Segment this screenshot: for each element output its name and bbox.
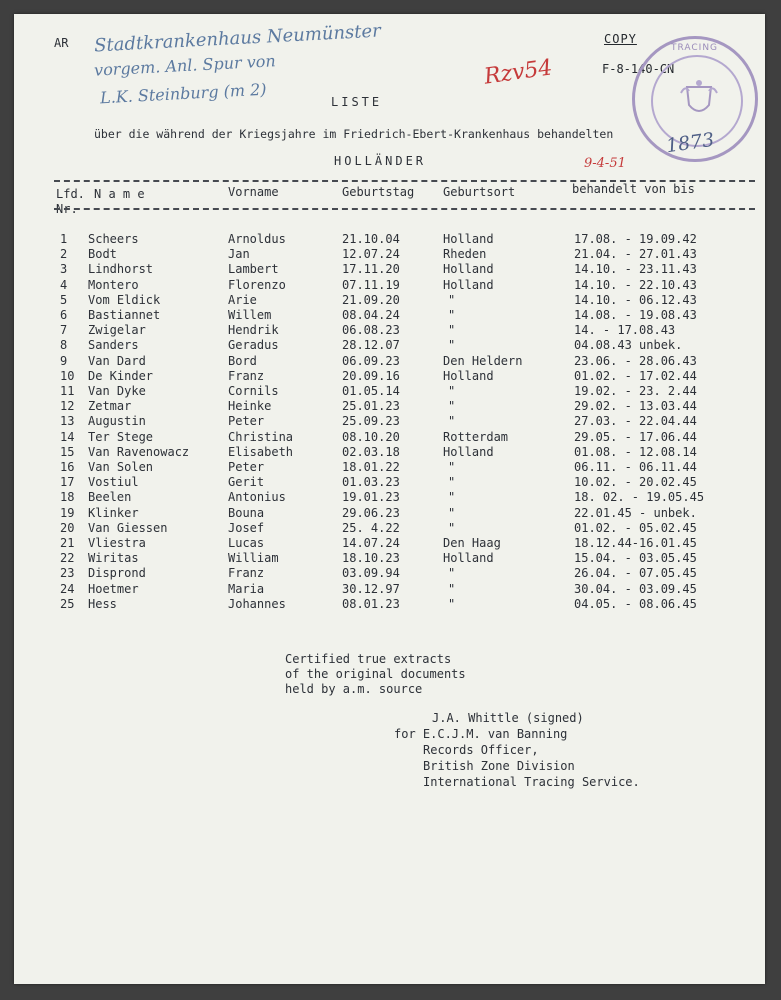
row-behandelt: 29.05. - 17.06.44 — [574, 429, 697, 444]
row-number: 8 — [60, 338, 68, 353]
row-geburtstag: 20.09.16 — [342, 368, 400, 383]
certification-line1: Certified true extracts — [285, 652, 452, 666]
row-vorname: Lucas — [228, 536, 265, 550]
row-behandelt: 14.10. - 22.10.43 — [574, 277, 697, 292]
row-behandelt: 26.04. - 07.05.45 — [574, 566, 697, 581]
row-name: Van Dyke — [88, 384, 146, 398]
copy-label: COPY — [604, 32, 637, 46]
row-geburtsort: Rotterdam — [443, 429, 509, 444]
table-row — [14, 323, 765, 338]
row-geburtsort: " — [448, 323, 456, 338]
row-vorname: Maria — [228, 581, 265, 596]
row-name: Van Solen — [88, 460, 154, 474]
row-vorname: Willem — [228, 308, 272, 322]
row-name: Bodt — [88, 247, 117, 262]
row-behandelt: 14.08. - 19.08.43 — [574, 308, 697, 322]
row-number: 15 — [60, 444, 75, 459]
row-vorname: Peter — [228, 460, 265, 474]
row-number: 11 — [60, 384, 75, 398]
certification-line2: of the original documents — [285, 667, 466, 681]
row-name: Zwigelar — [88, 323, 146, 338]
row-geburtstag: 01.05.14 — [342, 384, 400, 398]
row-geburtstag: 06.09.23 — [342, 353, 400, 368]
row-behandelt: 30.04. - 03.09.45 — [574, 581, 697, 596]
row-vorname: Peter — [228, 414, 265, 429]
row-geburtsort: " — [448, 384, 456, 398]
table-row — [14, 293, 765, 308]
row-behandelt: 17.08. - 19.09.42 — [574, 232, 697, 246]
table-row — [14, 460, 765, 475]
row-geburtsort: Den Haag — [443, 536, 501, 550]
row-behandelt: 18.12.44-16.01.45 — [574, 536, 697, 550]
col-header-nr: Lfd. — [56, 187, 85, 201]
stamp-text: TRACING — [671, 43, 719, 53]
row-vorname: Arnoldus — [228, 232, 286, 246]
row-geburtsort: " — [448, 338, 456, 353]
row-name: Hoetmer — [88, 581, 139, 596]
table-row — [14, 536, 765, 551]
row-behandelt: 14.10. - 06.12.43 — [574, 292, 697, 307]
row-number: 7 — [60, 323, 68, 338]
row-name: Van Giessen — [88, 520, 168, 535]
certification-line3: held by a.m. source — [285, 682, 423, 696]
row-number: 17 — [60, 475, 75, 490]
row-number: 9 — [60, 353, 68, 368]
table-row — [14, 278, 765, 293]
coat-of-arms-icon — [679, 79, 719, 123]
row-vorname: Hendrik — [228, 323, 279, 338]
row-behandelt: 18. 02. - 19.05.45 — [574, 490, 705, 505]
row-number: 12 — [60, 399, 75, 414]
signature-line1: J.A. Whittle (signed) — [432, 711, 584, 725]
row-behandelt: 22.01.45 - unbek. — [574, 505, 697, 520]
row-geburtstag: 25. 4.22 — [342, 520, 400, 535]
table-row — [14, 232, 765, 247]
row-name: Ter Stege — [88, 429, 154, 444]
row-geburtsort: " — [448, 292, 456, 307]
row-geburtstag: 06.08.23 — [342, 323, 400, 338]
row-geburtsort: " — [448, 308, 456, 322]
table-row — [14, 597, 765, 612]
row-geburtstag: 25.01.23 — [342, 399, 400, 414]
table-row — [14, 566, 765, 581]
row-geburtstag: 08.04.24 — [342, 308, 400, 322]
row-vorname: Josef — [228, 520, 265, 535]
row-geburtsort: " — [448, 581, 456, 596]
row-name: Montero — [88, 277, 139, 292]
row-number: 21 — [60, 536, 75, 550]
row-geburtstag: 08.01.23 — [342, 596, 400, 611]
row-name: Wiritas — [88, 551, 139, 566]
table-row — [14, 414, 765, 429]
row-behandelt: 21.04. - 27.01.43 — [574, 247, 697, 262]
row-behandelt: 29.02. - 13.03.44 — [574, 399, 697, 414]
row-behandelt: 27.03. - 22.04.44 — [574, 414, 697, 429]
row-name: Augustin — [88, 414, 146, 429]
row-number: 19 — [60, 505, 75, 520]
row-behandelt: 01.02. - 17.02.44 — [574, 368, 697, 383]
col-header-geburtstag: Geburtstag — [342, 185, 415, 199]
table-row — [14, 262, 765, 277]
row-geburtsort: " — [448, 520, 456, 535]
table-row — [14, 399, 765, 414]
row-number: 10 — [60, 368, 75, 383]
row-geburtstag: 25.09.23 — [342, 414, 400, 429]
row-vorname: Christina — [228, 429, 294, 444]
handwritten-note-line1: Stadtkrankenhaus Neumünster — [93, 20, 382, 57]
row-vorname: Cornils — [228, 384, 279, 398]
row-vorname: Franz — [228, 368, 265, 383]
red-handwritten-date: 9-4-51 — [584, 156, 626, 171]
document-subtitle: über die während der Kriegsjahre im Friedrich-Ebert-Krankenhaus behandelten — [94, 127, 614, 141]
row-name: Scheers — [88, 232, 139, 246]
row-vorname: Geradus — [228, 338, 279, 353]
row-geburtsort: " — [448, 460, 456, 474]
row-geburtsort: Holland — [443, 368, 494, 383]
row-geburtsort: " — [448, 566, 456, 581]
row-number: 4 — [60, 277, 68, 292]
row-vorname: William — [228, 551, 279, 566]
table-row — [14, 521, 765, 536]
handwritten-note-line2: vorgem. Anl. Spur von — [93, 51, 277, 80]
row-number: 1 — [60, 232, 68, 246]
row-vorname: Arie — [228, 292, 257, 307]
row-geburtsort: " — [448, 399, 456, 414]
row-geburtstag: 30.12.97 — [342, 581, 400, 596]
row-number: 3 — [60, 262, 68, 277]
row-geburtsort: Holland — [443, 232, 494, 246]
row-behandelt: 01.02. - 05.02.45 — [574, 520, 697, 535]
signature-line2: for E.C.J.M. van Banning — [394, 727, 568, 741]
document-title: LISTE — [331, 95, 383, 109]
row-geburtsort: Holland — [443, 551, 494, 566]
row-vorname: Bouna — [228, 505, 265, 520]
table-row — [14, 247, 765, 262]
row-name: De Kinder — [88, 368, 154, 383]
row-geburtstag: 01.03.23 — [342, 475, 400, 490]
col-header-nr2: Nr. — [56, 202, 78, 216]
row-name: Lindhorst — [88, 262, 154, 277]
row-vorname: Heinke — [228, 399, 272, 414]
row-behandelt: 15.04. - 03.05.45 — [574, 551, 697, 566]
table-row — [14, 384, 765, 399]
row-geburtsort: Holland — [443, 277, 494, 292]
row-geburtstag: 28.12.07 — [342, 338, 400, 353]
table-row — [14, 445, 765, 460]
table-row — [14, 551, 765, 566]
table-row — [14, 490, 765, 505]
table-row — [14, 475, 765, 490]
table-row — [14, 582, 765, 597]
row-geburtsort: " — [448, 596, 456, 611]
row-name: Hess — [88, 596, 117, 611]
row-geburtstag: 08.10.20 — [342, 429, 400, 444]
row-geburtstag: 07.11.19 — [342, 277, 400, 292]
col-header-behandelt: behandelt von bis — [572, 182, 695, 196]
row-behandelt: 19.02. - 23. 2.44 — [574, 384, 697, 398]
row-name: Vostiul — [88, 475, 139, 490]
row-geburtsort: " — [448, 490, 456, 505]
col-header-vorname: Vorname — [228, 185, 279, 199]
row-behandelt: 04.08.43 unbek. — [574, 338, 683, 353]
table-row — [14, 354, 765, 369]
row-behandelt: 14. - 17.08.43 — [574, 323, 676, 338]
row-vorname: Jan — [228, 247, 250, 262]
row-number: 6 — [60, 308, 68, 322]
row-geburtstag: 19.01.23 — [342, 490, 400, 505]
row-name: Van Dard — [88, 353, 146, 368]
row-number: 22 — [60, 551, 75, 566]
col-header-geburtsort: Geburtsort — [443, 185, 516, 199]
row-number: 16 — [60, 460, 75, 474]
row-number: 23 — [60, 566, 75, 581]
row-behandelt: 10.02. - 20.02.45 — [574, 475, 697, 490]
row-name: Klinker — [88, 505, 139, 520]
row-geburtstag: 18.01.22 — [342, 460, 400, 474]
table-row — [14, 308, 765, 323]
row-geburtstag: 03.09.94 — [342, 566, 400, 581]
row-number: 2 — [60, 247, 68, 262]
row-number: 18 — [60, 490, 75, 505]
handwritten-stamp-number: 1873 — [664, 128, 716, 158]
row-geburtsort: Holland — [443, 444, 494, 459]
row-number: 25 — [60, 596, 75, 611]
row-vorname: Florenzo — [228, 277, 286, 292]
row-geburtstag: 12.07.24 — [342, 247, 400, 262]
row-geburtsort: Den Heldern — [443, 353, 523, 368]
row-behandelt: 14.10. - 23.11.43 — [574, 262, 697, 277]
row-geburtstag: 29.06.23 — [342, 505, 400, 520]
row-vorname: Johannes — [228, 596, 286, 611]
row-geburtstag: 18.10.23 — [342, 551, 400, 566]
row-number: 5 — [60, 292, 68, 307]
row-geburtsort: Holland — [443, 262, 494, 277]
row-vorname: Franz — [228, 566, 265, 581]
row-vorname: Antonius — [228, 490, 286, 505]
row-number: 24 — [60, 581, 75, 596]
row-geburtstag: 02.03.18 — [342, 444, 400, 459]
signature-line5: International Tracing Service. — [423, 775, 640, 789]
row-number: 13 — [60, 414, 75, 429]
row-number: 14 — [60, 429, 75, 444]
row-name: Vliestra — [88, 536, 146, 550]
row-name: Disprond — [88, 566, 146, 581]
row-name: Bastiannet — [88, 308, 161, 322]
row-vorname: Gerit — [228, 475, 265, 490]
row-vorname: Lambert — [228, 262, 279, 277]
col-header-name: N a m e — [94, 187, 145, 201]
row-name: Vom Eldick — [88, 292, 161, 307]
signature-line3: Records Officer, — [423, 743, 539, 757]
red-handwritten-code: Rzv54 — [482, 55, 554, 90]
row-geburtstag: 21.09.20 — [342, 292, 400, 307]
row-geburtstag: 14.07.24 — [342, 536, 400, 550]
row-geburtsort: " — [448, 505, 456, 520]
row-name: Zetmar — [88, 399, 132, 414]
row-behandelt: 06.11. - 06.11.44 — [574, 460, 697, 474]
row-number: 20 — [60, 520, 75, 535]
row-geburtsort: " — [448, 414, 456, 429]
table-row — [14, 430, 765, 445]
row-name: Sanders — [88, 338, 139, 353]
row-behandelt: 04.05. - 08.06.45 — [574, 596, 697, 611]
row-geburtstag: 17.11.20 — [342, 262, 400, 277]
nationality-heading: HOLLÄNDER — [334, 154, 427, 168]
row-geburtstag: 21.10.04 — [342, 232, 400, 246]
row-vorname: Elisabeth — [228, 444, 294, 459]
ar-label: AR — [54, 36, 69, 50]
handwritten-note-line3: L.K. Steinburg (m 2) — [99, 79, 267, 108]
table-row — [14, 369, 765, 384]
row-vorname: Bord — [228, 353, 257, 368]
row-behandelt: 01.08. - 12.08.14 — [574, 444, 697, 459]
table-row — [14, 338, 765, 353]
header-bottom-rule — [54, 208, 755, 210]
table-row — [14, 506, 765, 521]
row-name: Beelen — [88, 490, 132, 505]
row-name: Van Ravenowacz — [88, 444, 190, 459]
row-geburtsort: " — [448, 475, 456, 490]
row-behandelt: 23.06. - 28.06.43 — [574, 353, 697, 368]
signature-line4: British Zone Division — [423, 759, 575, 773]
file-reference: F-8-140-CN — [602, 62, 675, 76]
document-page — [14, 14, 765, 984]
row-geburtsort: Rheden — [443, 247, 487, 262]
